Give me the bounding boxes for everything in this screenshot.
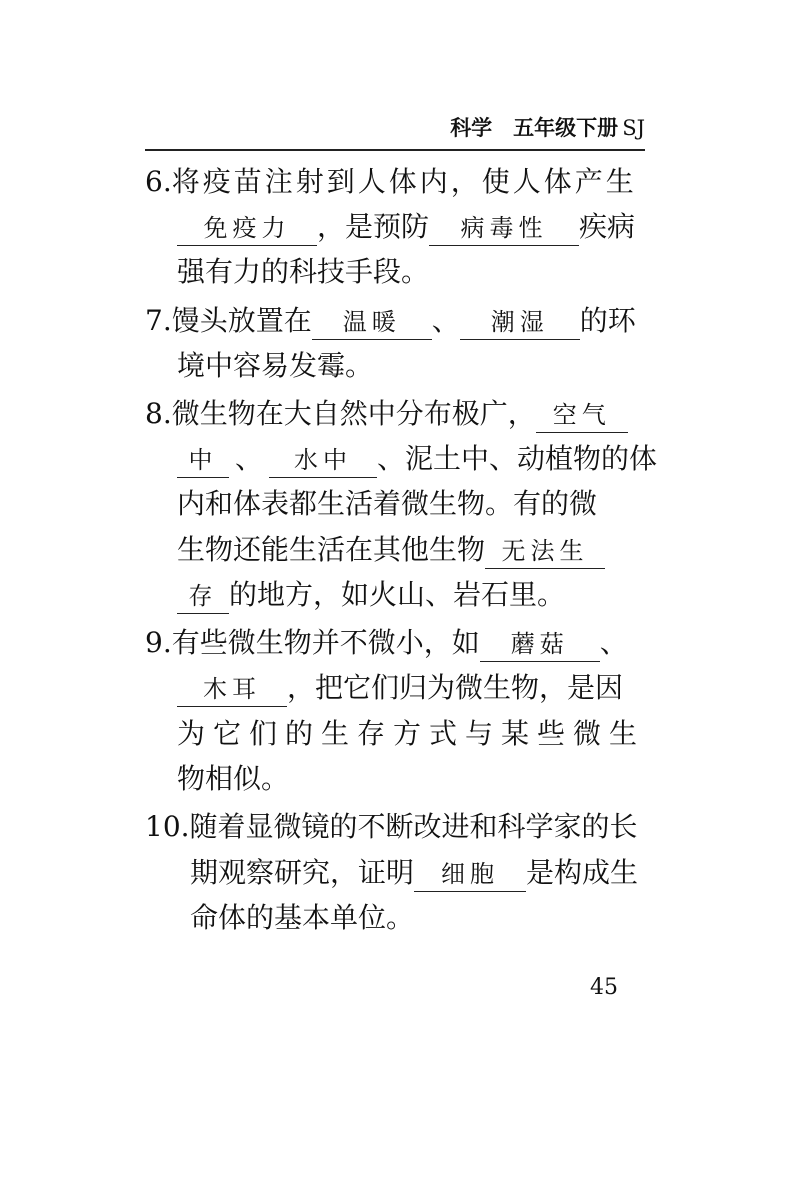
q7-answer-1: 温暖 — [312, 305, 432, 340]
q7-text: 境中容易发霉。 — [177, 349, 374, 382]
q10-line-1 — [145, 807, 645, 847]
header-edition: SJ — [622, 116, 645, 140]
q7-text: 馒头放置在 — [171, 304, 312, 337]
q8-line-5 — [177, 575, 645, 615]
q9-text: 为它们的生存方式与某些微生 — [177, 717, 646, 750]
q9-number: 9. — [145, 626, 172, 659]
header-title: 科学 五年级下册 — [450, 116, 619, 140]
q9-separator: 、 — [599, 626, 628, 659]
q9-answer-1: 蘑菇 — [480, 627, 600, 662]
q8-answer-3b: 存 — [177, 579, 229, 614]
q8-answer-1a: 空气 — [536, 398, 628, 433]
q9-line-3 — [177, 714, 645, 754]
q8-answer-1b: 中 — [177, 443, 229, 478]
header-rule — [145, 149, 645, 151]
q7-number: 7. — [145, 304, 172, 337]
q8-text: 微生物在大自然中分布极广， — [171, 397, 536, 430]
q6-text: 强有力的科技手段。 — [177, 255, 430, 288]
q9-line-4 — [177, 759, 645, 799]
q6-line-3 — [177, 252, 645, 292]
q6-number: 6. — [145, 165, 172, 198]
q10-text: 是构成生 — [526, 856, 639, 889]
q9-line-2 — [177, 668, 645, 708]
q7-line-2 — [177, 346, 645, 386]
q8-answer-3a: 无法生 — [485, 534, 605, 569]
q6-text: 疾病 — [579, 210, 636, 243]
q10-answer-1: 细胞 — [414, 857, 526, 892]
q6-line-2 — [177, 207, 645, 247]
q9-text: 有些微生物并不微小，如 — [171, 626, 480, 659]
q6-text: ，是预防 — [317, 210, 430, 243]
q8-line-4 — [177, 530, 645, 570]
q8-text: 的地方，如火山、岩石里。 — [229, 578, 566, 611]
q8-line-2 — [177, 439, 658, 479]
q8-text: 生物还能生活在其他生物 — [177, 533, 486, 566]
q9-text: 物相似。 — [177, 762, 290, 795]
q10-text: 期观察研究，证明 — [190, 856, 415, 889]
q10-text: 随着显微镜的不断改进和科学家的长 — [189, 810, 638, 843]
q10-number: 10. — [145, 810, 190, 843]
page-header — [145, 112, 645, 142]
q6-answer-1: 免疫力 — [177, 211, 317, 246]
q8-line-3 — [177, 484, 645, 524]
q8-text: 、泥土中、动植物的体 — [377, 442, 658, 475]
q10-line-2 — [190, 853, 645, 893]
q8-answer-2: 水中 — [269, 443, 377, 478]
q7-answer-2: 潮湿 — [460, 305, 580, 340]
q9-answer-2: 木耳 — [177, 672, 287, 707]
q7-separator: 、 — [431, 304, 460, 337]
page-number: 45 — [590, 975, 618, 1000]
q8-line-1 — [145, 394, 645, 434]
q8-separator: 、 — [235, 442, 264, 475]
q8-number: 8. — [145, 397, 172, 430]
q10-text: 命体的基本单位。 — [190, 901, 415, 934]
q8-text: 内和体表都生活着微生物。有的微 — [177, 487, 598, 520]
q7-line-1 — [145, 301, 645, 341]
q7-text: 的环 — [579, 304, 636, 337]
q9-text: ，把它们归为微生物，是因 — [287, 671, 624, 704]
q6-text: 将疫苗注射到人体内，使人体产生 — [171, 165, 637, 198]
q6-line-1 — [145, 162, 645, 202]
q6-answer-2: 病毒性 — [429, 211, 579, 246]
q10-line-3 — [190, 898, 645, 938]
q9-line-1 — [145, 623, 645, 663]
